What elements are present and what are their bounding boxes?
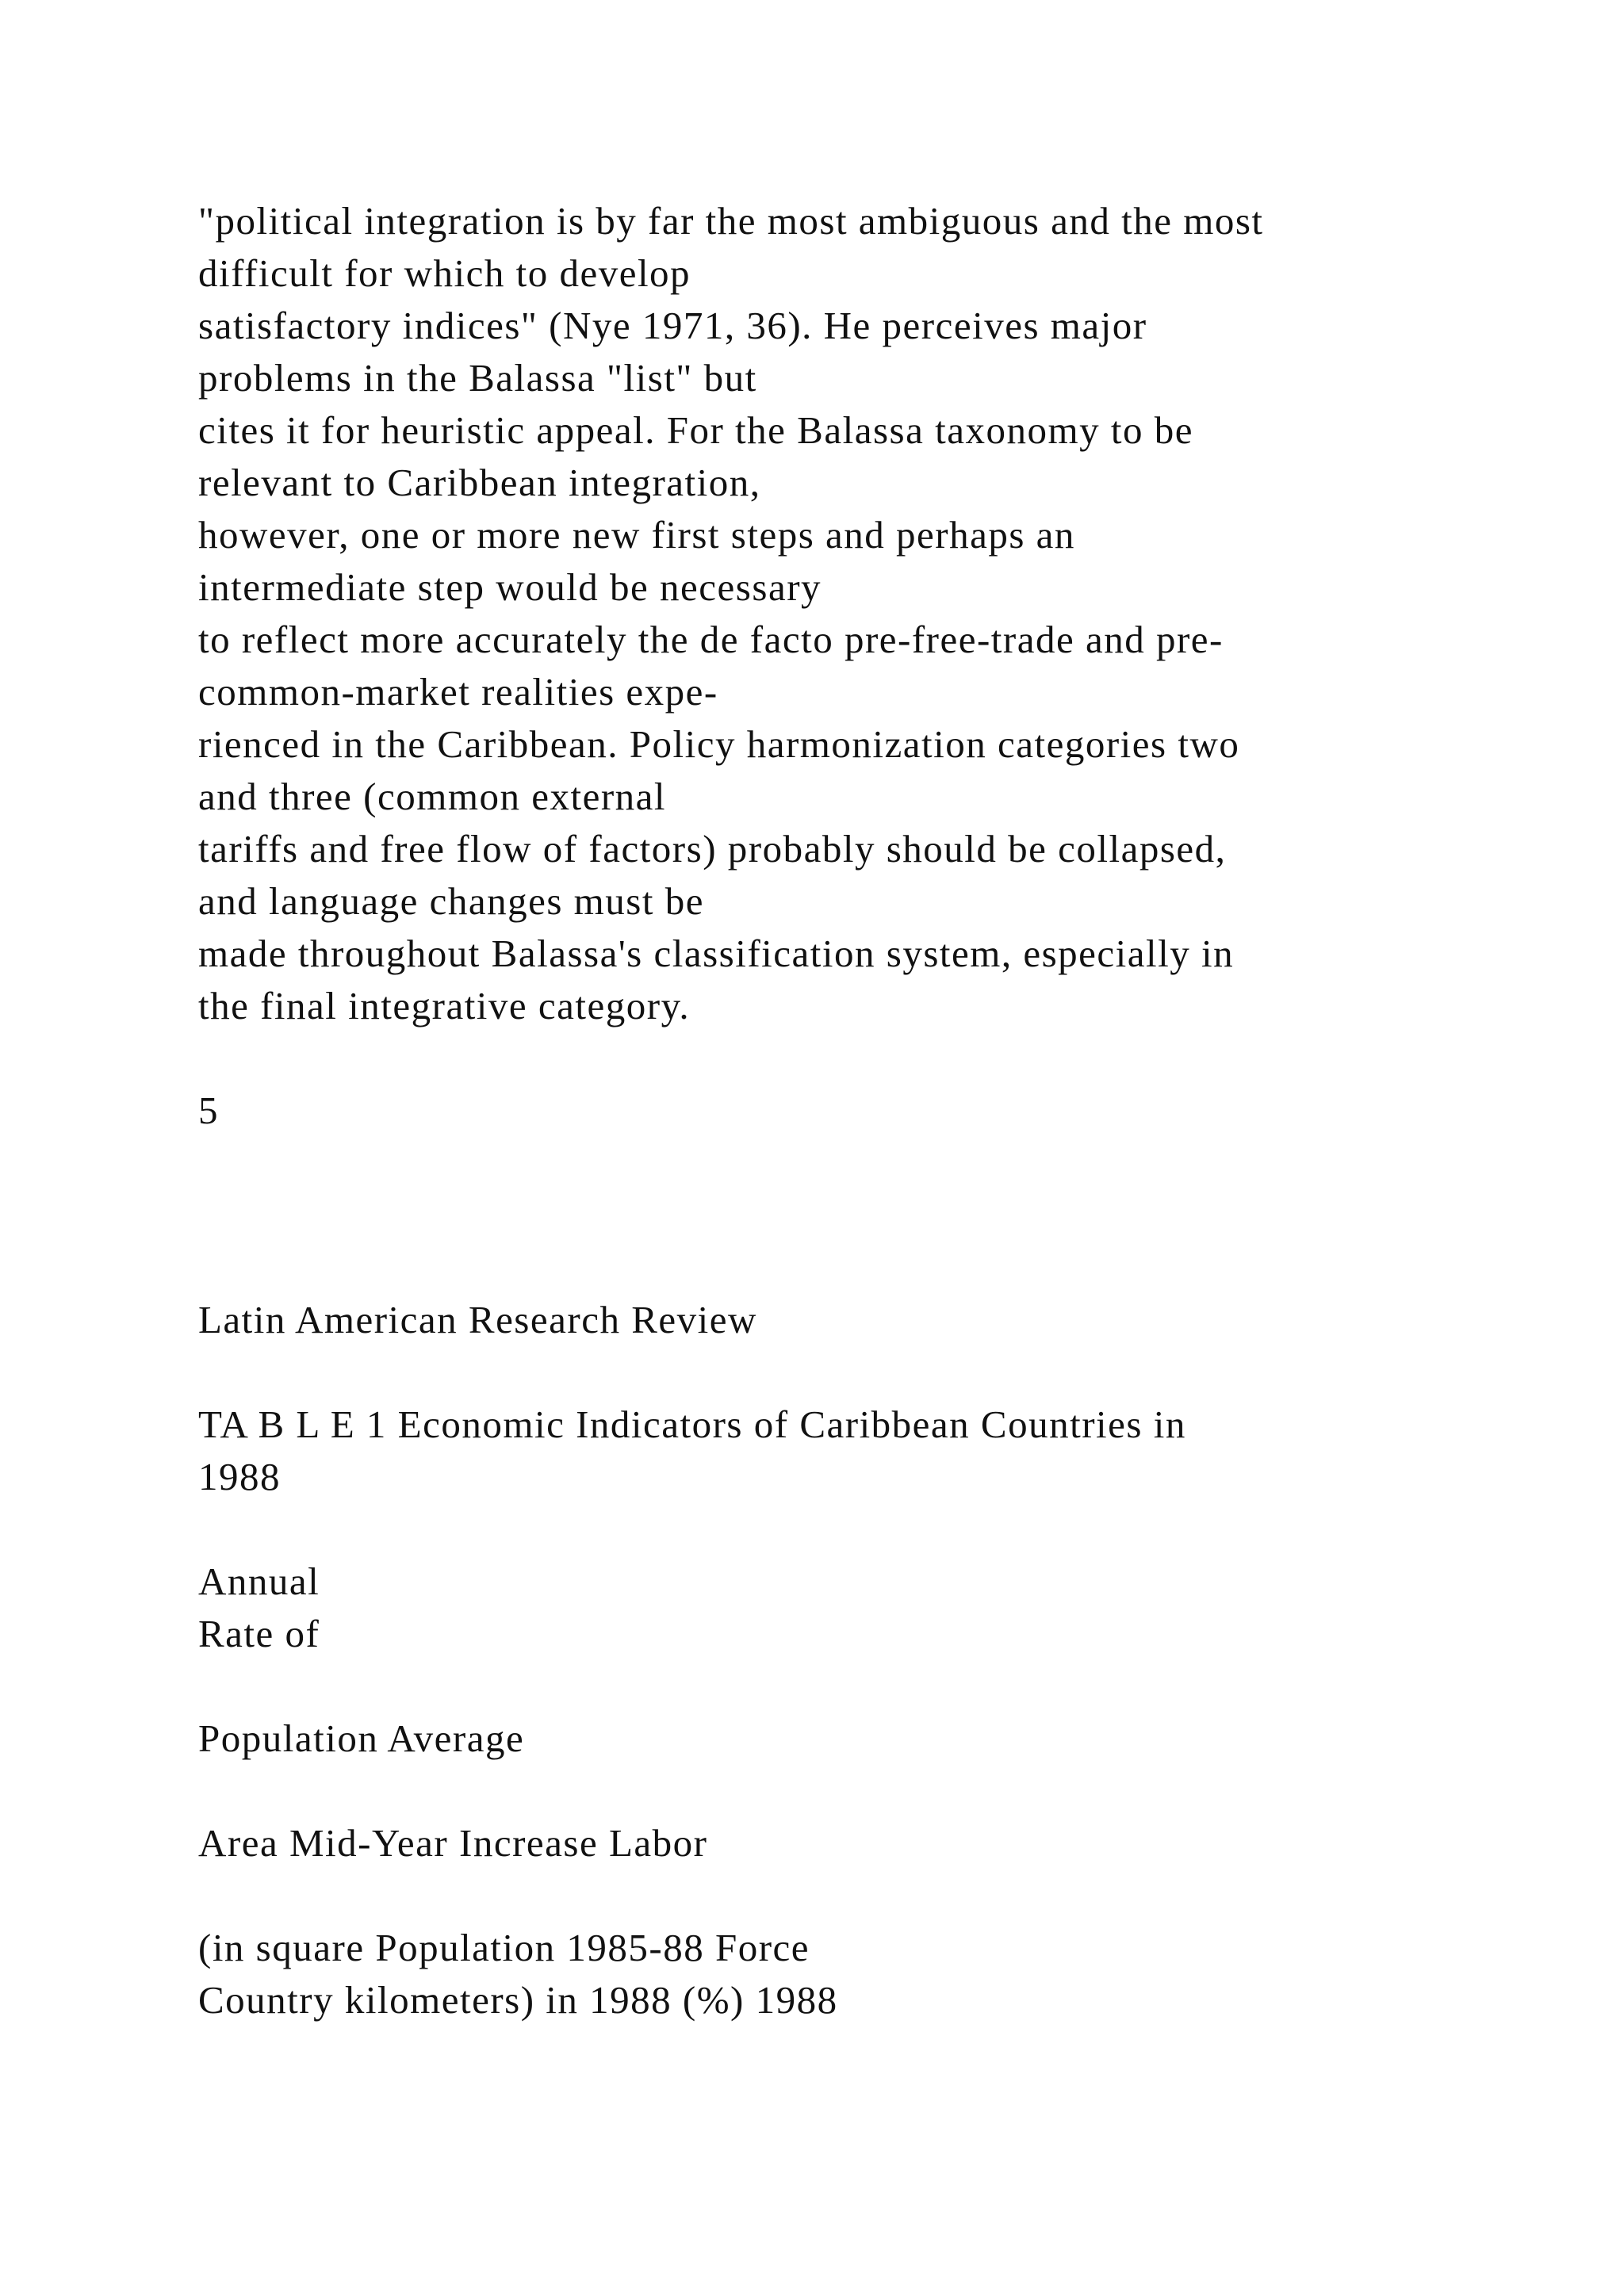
- table-header-rate-of: Rate of: [198, 1612, 320, 1655]
- paragraph-line: "political integration is by far the most ambiguous and the most: [198, 199, 1264, 243]
- paragraph-line: rienced in the Caribbean. Policy harmonization categories two: [198, 722, 1240, 766]
- table-caption: 1988: [198, 1455, 281, 1498]
- paragraph-line: common-market realities expe-: [198, 670, 718, 714]
- paragraph-line: difficult for which to develop: [198, 251, 691, 295]
- journal-title: Latin American Research Review: [198, 1298, 757, 1341]
- paragraph-line: to reflect more accurately the de facto pre-free-trade and pre-: [198, 618, 1224, 661]
- table-header-units-row: (in square Population 1985-88 Force: [198, 1926, 810, 1969]
- paragraph-line: however, one or more new first steps and perhaps an: [198, 513, 1075, 557]
- paragraph-line: tariffs and free flow of factors) probably should be collapsed,: [198, 827, 1227, 871]
- table-header-units-row: Country kilometers) in 1988 (%) 1988: [198, 1978, 838, 2022]
- paragraph-line: intermediate step would be necessary: [198, 565, 822, 609]
- table-header-area-row: Area Mid-Year Increase Labor: [198, 1821, 708, 1865]
- table-header-annual: Annual: [198, 1559, 320, 1603]
- paragraph-line: cites it for heuristic appeal. For the Balassa taxonomy to be: [198, 408, 1193, 452]
- paragraph-line: and three (common external: [198, 775, 667, 818]
- paragraph-line: satisfactory indices" (Nye 1971, 36). He perceives major: [198, 304, 1147, 347]
- paragraph-line: problems in the Balassa "list" but: [198, 356, 757, 400]
- table-caption: TA B L E 1 Economic Indicators of Caribbean Countries in: [198, 1402, 1186, 1446]
- paragraph-line: the final integrative category.: [198, 984, 691, 1027]
- table-header-population-average: Population Average: [198, 1716, 525, 1760]
- paragraph-line: relevant to Caribbean integration,: [198, 461, 761, 504]
- paragraph-line: made throughout Balassa's classification system, especially in: [198, 932, 1235, 975]
- paragraph-line: and language changes must be: [198, 879, 704, 923]
- page-number: 5: [198, 1089, 219, 1132]
